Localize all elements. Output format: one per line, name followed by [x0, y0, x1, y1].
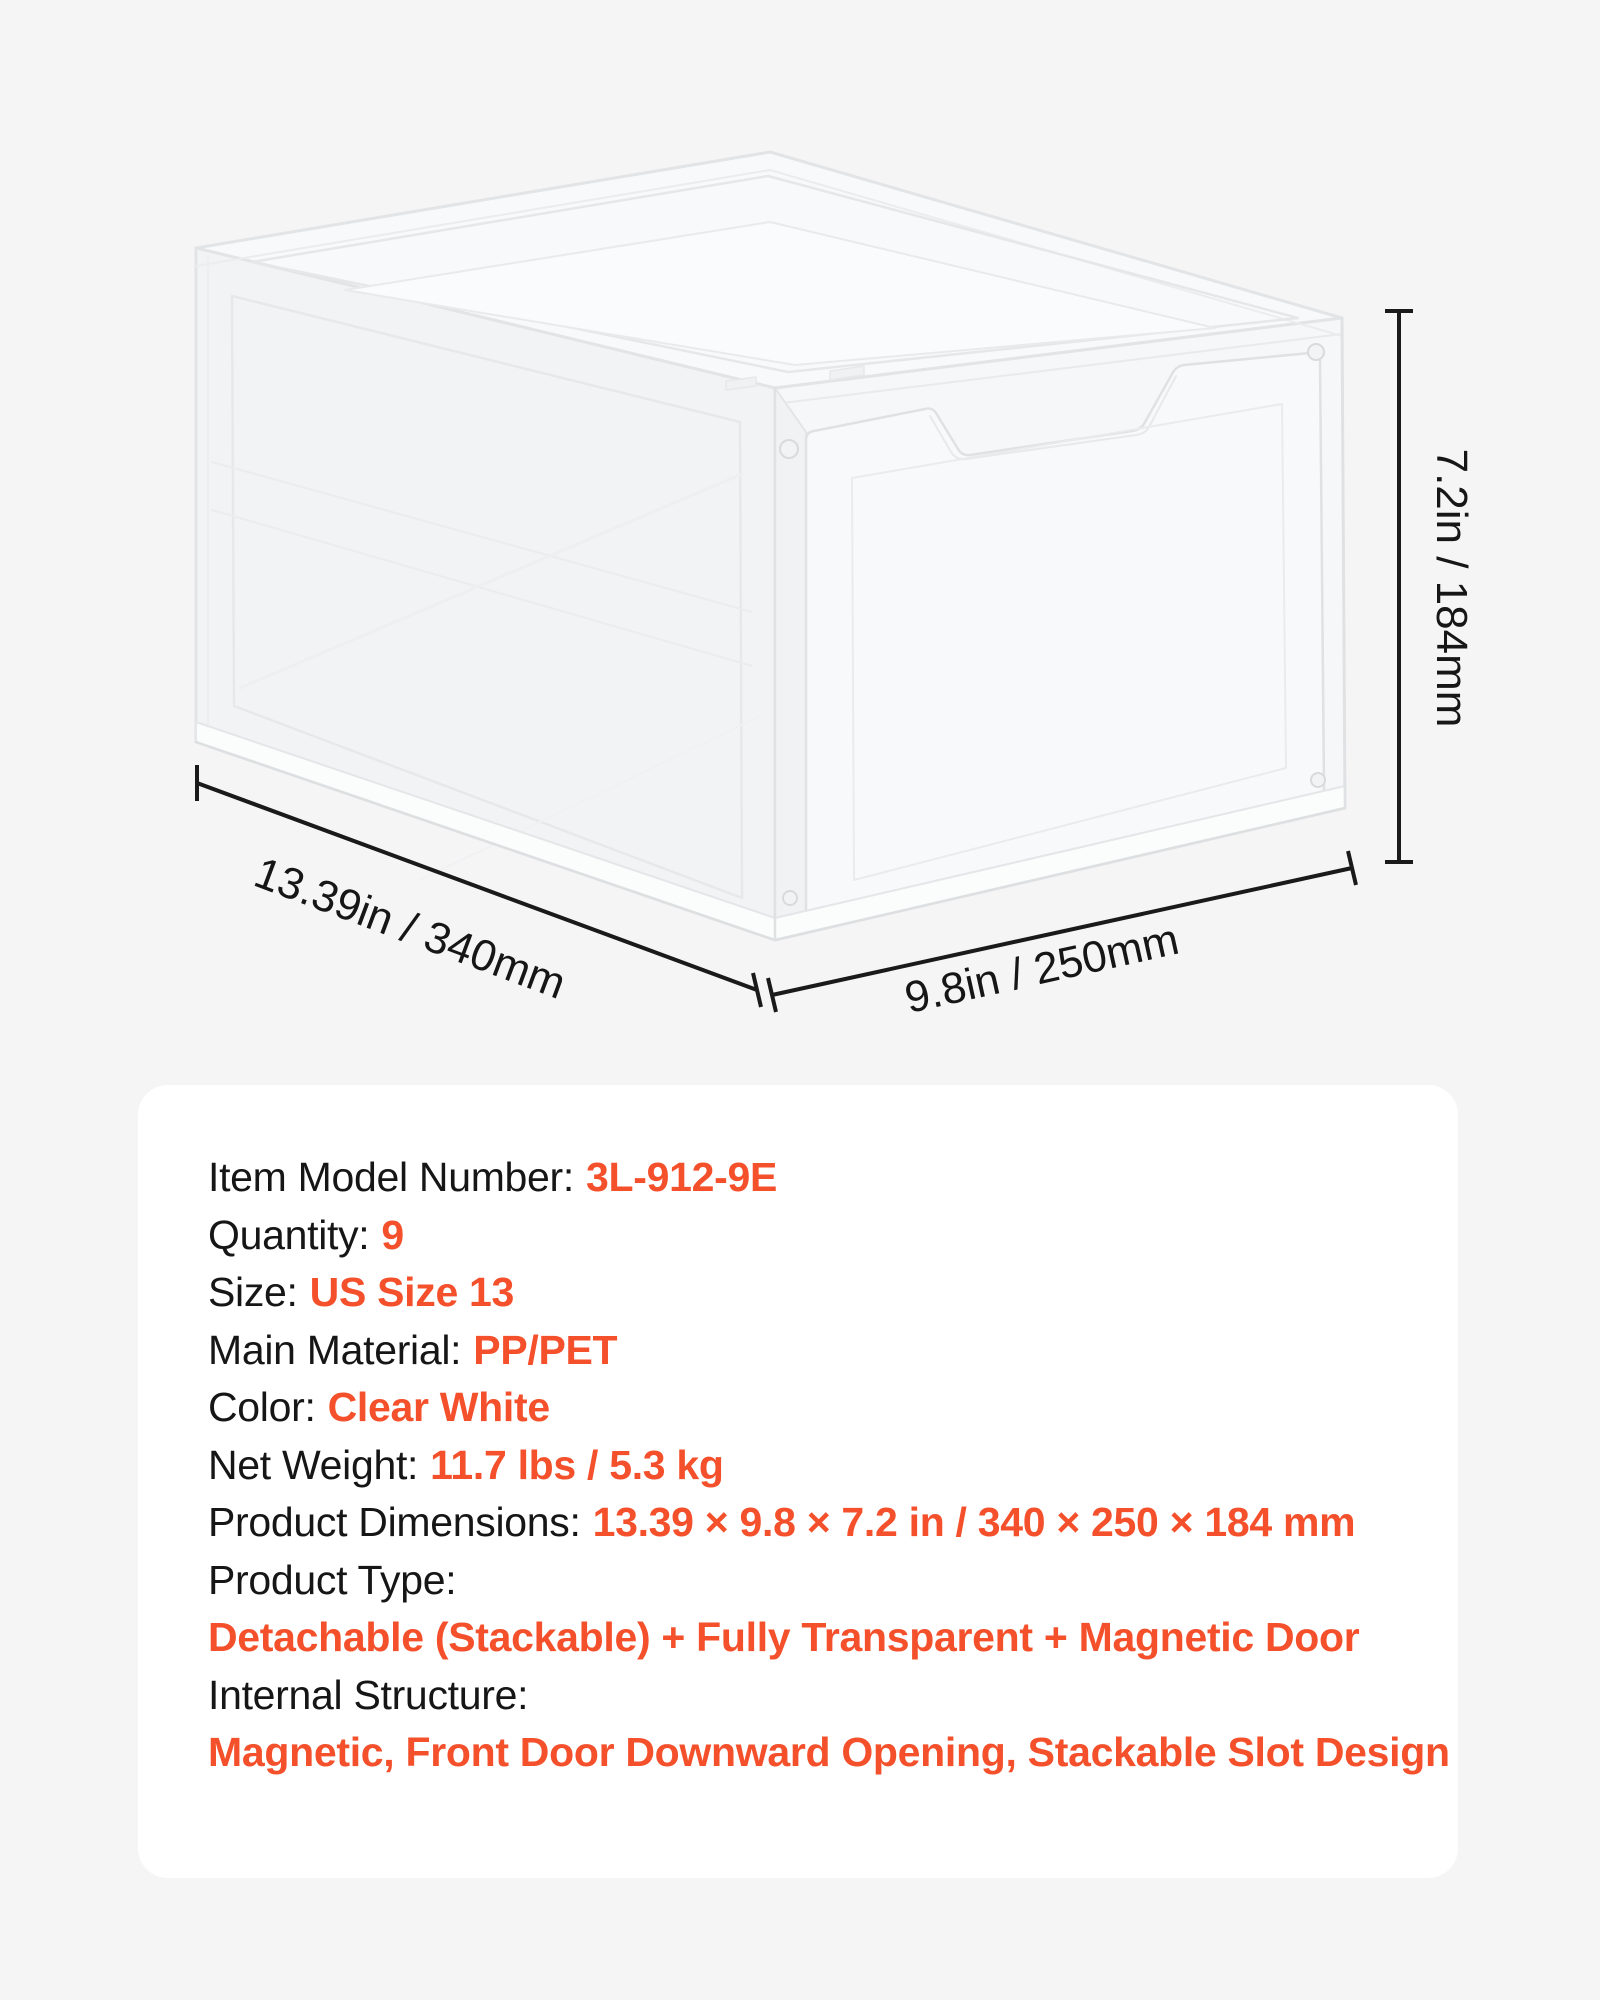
spec-value: 9 [381, 1211, 404, 1258]
spec-row-net-weight [208, 1437, 1418, 1495]
spec-row-quantity [208, 1207, 1418, 1265]
spec-value: 13.39 × 9.8 × 7.2 in / 340 × 250 × 184 mm [592, 1499, 1356, 1545]
spec-value: Clear White [327, 1384, 550, 1430]
spec-row-product-type-value [208, 1609, 1418, 1667]
spec-label: Product Dimensions: [208, 1499, 581, 1545]
specification-panel [138, 1085, 1458, 1878]
spec-row-internal-structure-label [208, 1667, 1418, 1725]
spec-row-internal-structure-value [208, 1724, 1450, 1782]
spec-label: Net Weight: [208, 1441, 419, 1488]
shoe-box-drawing [196, 152, 1345, 940]
spec-value: US Size 13 [309, 1269, 515, 1315]
screw-bottom-left [783, 891, 797, 905]
spec-row-color [208, 1379, 1418, 1437]
height-dimension-label: 7.2in / 184mm [1427, 448, 1476, 728]
screw-bottom-right [1311, 773, 1325, 787]
door-hinge-strip [775, 388, 806, 940]
spec-label: Internal Structure: [208, 1671, 529, 1718]
spec-row-size [208, 1264, 1418, 1322]
spec-value: Magnetic, Front Door Downward Opening, Stackable Slot Design [208, 1729, 1450, 1775]
spec-label: Item Model Number: [208, 1154, 575, 1200]
dimension-height [1385, 311, 1413, 862]
spec-row-model-number [208, 1149, 1418, 1207]
screw-top-left [780, 440, 798, 458]
spec-label: Main Material: [208, 1326, 462, 1373]
spec-label: Quantity: [208, 1211, 370, 1258]
spec-row-material [208, 1322, 1418, 1380]
depth-dimension-label: 13.39in / 340mm [248, 848, 573, 1009]
spec-value: PP/PET [473, 1326, 618, 1373]
spec-row-product-type-label [208, 1552, 1418, 1610]
spec-value: Detachable (Stackable) + Fully Transparent + Magnetic Door [208, 1614, 1360, 1660]
spec-value: 11.7 lbs / 5.3 kg [430, 1441, 724, 1488]
width-dimension-label: 9.8in / 250mm [900, 914, 1184, 1023]
spec-label: Color: [208, 1384, 316, 1430]
screw-top-right [1308, 344, 1324, 360]
spec-value: 3L-912-9E [586, 1154, 778, 1200]
spec-label: Size: [208, 1269, 298, 1315]
spec-row-product-dimensions [208, 1494, 1418, 1552]
spec-label: Product Type: [208, 1556, 457, 1603]
